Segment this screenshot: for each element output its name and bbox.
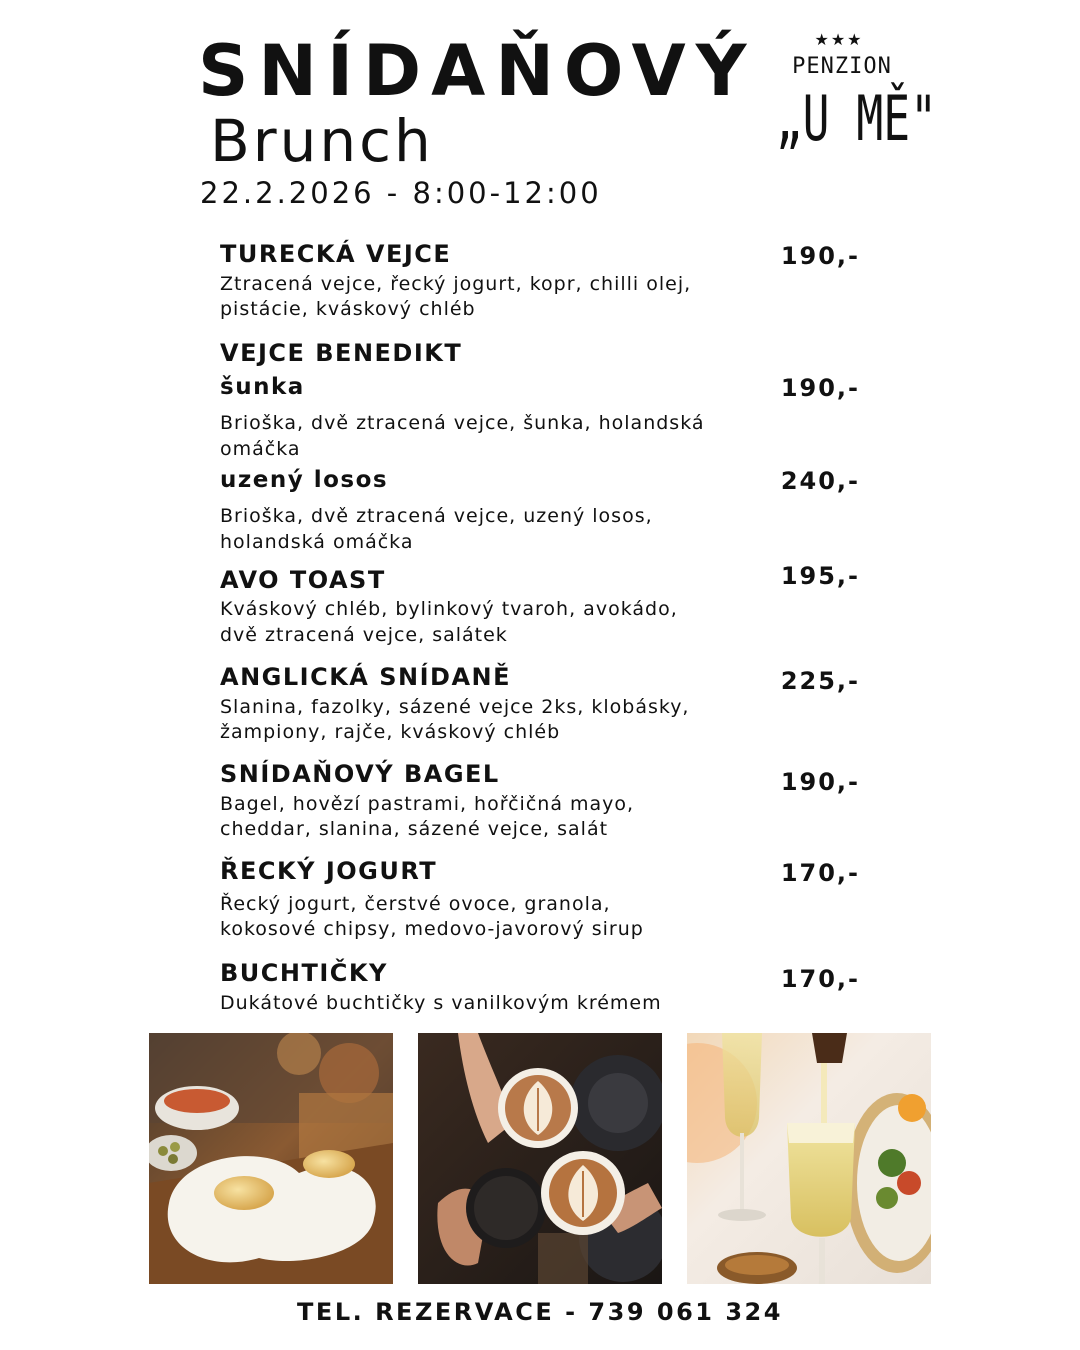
- item-price: 170,-: [780, 964, 860, 993]
- item-price: 195,-: [780, 561, 860, 590]
- item-description: Slanina, fazolky, sázené vejce 2ks, klobásky, žampiony, rajče, kváskový chléb: [220, 695, 690, 744]
- item-name: ANGLICKÁ SNÍDANĚ: [220, 662, 511, 691]
- item-name: VEJCE BENEDIKT: [220, 339, 463, 368]
- item-name: BUCHTIČKY: [220, 958, 388, 987]
- variant-name: šunka: [220, 373, 305, 400]
- item-description: Řecký jogurt, čerstvé ovoce, granola, kokosové chipsy, medovo-javorový sirup: [220, 892, 644, 941]
- logo-top-text: PENZION: [792, 54, 892, 79]
- item-name: AVO TOAST: [220, 565, 386, 594]
- item-description: Kváskový chléb, bylinkový tvaroh, avokádo, dvě ztracená vejce, salátek: [220, 598, 678, 647]
- item-price: 170,-: [780, 858, 860, 887]
- fried-eggs-illustration: [149, 1033, 393, 1284]
- photo-fried-eggs: [149, 1033, 393, 1284]
- item-name: SNÍDAŇOVÝ BAGEL: [220, 759, 500, 788]
- menu-item-recky-jogurt: [220, 857, 860, 943]
- item-description: Brioška, dvě ztracená vejce, uzený losos, holandská omáčka: [220, 505, 653, 553]
- variant-name: uzený losos: [220, 466, 389, 493]
- menu-item-anglicka-snidane: [220, 663, 860, 746]
- menu-subtitle: Brunch: [210, 107, 434, 175]
- item-price: 190,-: [780, 767, 860, 796]
- item-price: 240,-: [780, 466, 860, 495]
- coffee-cups-illustration: [418, 1033, 662, 1284]
- menu-item-buchticky: [220, 959, 860, 1016]
- menu-title: SNÍDAŇOVÝ: [198, 30, 757, 112]
- item-description: Brioška, dvě ztracená vejce, šunka, holandská omáčka: [220, 412, 705, 461]
- item-name: ŘECKÝ JOGURT: [220, 856, 438, 885]
- item-description: Bagel, hovězí pastrami, hořčičná mayo, cheddar, slanina, sázené vejce, salát: [220, 792, 635, 841]
- item-description: Dukátové buchtičky s vanilkovým krémem: [220, 991, 662, 1014]
- menu-item-snidanovy-bagel: [220, 760, 860, 843]
- logo-stars: ★★★: [814, 30, 864, 49]
- item-description: Ztracená vejce, řecký jogurt, kopr, chilli olej, pistácie, kváskový chléb: [220, 272, 692, 321]
- photo-coffee-cups: [418, 1033, 662, 1284]
- photo-prosecco: [687, 1033, 931, 1284]
- item-price: 225,-: [780, 666, 860, 695]
- penzion-logo: [762, 30, 938, 192]
- item-name: TURECKÁ VEJCE: [220, 240, 452, 268]
- menu-variant-uzeny-losos: [220, 467, 860, 556]
- item-price: 190,-: [780, 373, 860, 402]
- reservation-phone: TEL. REZERVACE - 739 061 324: [297, 1298, 783, 1326]
- menu-item-vejce-benedikt: [220, 339, 860, 368]
- menu-list: [220, 240, 860, 1016]
- prosecco-illustration: [687, 1033, 931, 1284]
- menu-item-avo-toast: [220, 561, 860, 649]
- menu-variant-sunka: [220, 374, 860, 463]
- logo-name-text: „U MĚ": [775, 82, 938, 155]
- menu-item-turecka-vejce: [220, 240, 860, 323]
- date-time: 22.2.2026 - 8:00-12:00: [200, 176, 602, 210]
- item-price: 190,-: [780, 242, 860, 270]
